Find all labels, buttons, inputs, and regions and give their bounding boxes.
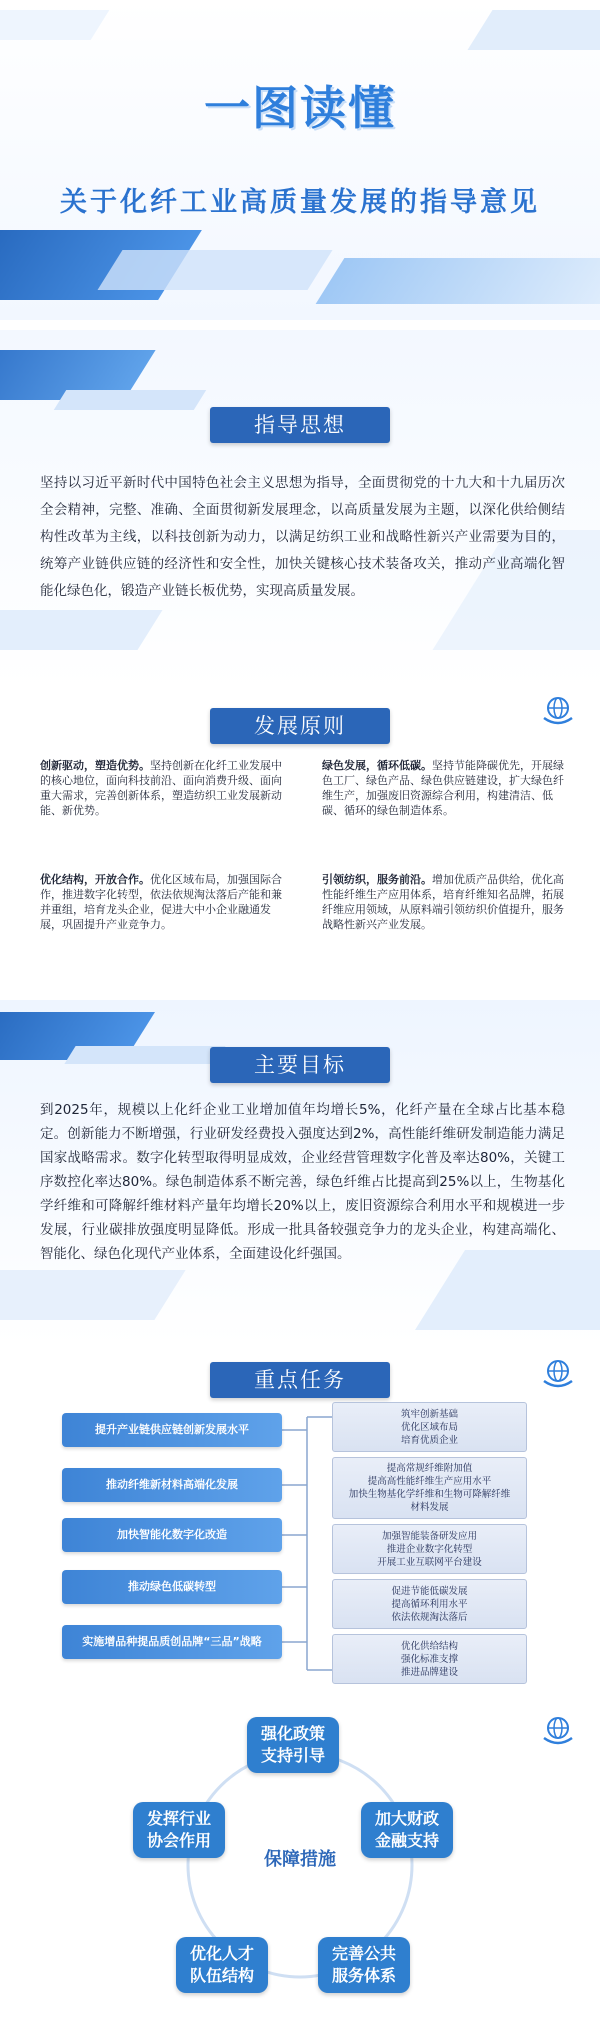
principle-title: 优化结构，开放合作。 [40,873,150,886]
measure-public-service [318,1937,410,1993]
decor-stripe [54,390,206,410]
decor-stripe [98,250,333,290]
measure-line: 发挥行业 [146,1809,211,1828]
decor-stripe [468,10,600,50]
goals-heading: 主要目标 [210,1047,390,1083]
goals-text: 到2025年，规模以上化纤企业工业增加值年均增长5%，化纤产量在全球占比基本稳定。创新能力不断增强，行业研发经费投入强度达到2%，高性能纤维研发制造能力满足国家战略需求。数字化转型取得明显成效，企业经营管理数字化普及率达80%，关键工序数控化率达80%。绿色制造体系不断完善，绿色纤维占比提高到25%以上，生物基化学纤维和可降解纤维材料产量年均增长20%以上，废旧资源综合利用水平和规模进一步发展，行业碳排放强度明显降低。形成一批具备较强竞争力的龙头企业，构建高端化、智能化、绿色化现代产业体系，全面建设化纤强国。 [40,1102,565,1262]
task-item-new-materials: 推动纤维新材料高端化发展 [62,1468,282,1502]
decor-stripe [64,1046,225,1064]
main-title: 一图读懂 [204,81,396,135]
task-detail-line: 推进企业数字化转型 [386,1543,473,1555]
measure-line: 完善公共 [331,1944,396,1963]
measure-talent [176,1937,268,1993]
measure-policy [247,1717,339,1773]
decor-stripe [0,10,109,40]
decor-stripe [0,1270,186,1320]
measure-finance [361,1802,453,1858]
task-item-green: 推动绿色低碳转型 [62,1570,282,1604]
principle-innovation [40,758,285,818]
header-banner [0,0,600,320]
task-detail-box [332,1524,527,1574]
principle-text: 优化区域布局，加强国际合作，推进数字化转型，依法依规淘汰落后产能和兼并重组，培育龙头企业，促进大中小企业融通发展，巩固提升产业竞争力。 [40,873,282,931]
measures-center-label: 保障措施 [248,1845,352,1875]
task-detail-line: 筑牢创新基础 [400,1408,458,1420]
task-detail-line: 开展工业互联网平台建设 [377,1556,482,1568]
guiding-text: 坚持以习近平新时代中国特色社会主义思想为指导，全面贯彻党的十九大和十九届历次全会精神，完整、准确、全面贯彻新发展理念，以高质量发展为主题，以深化供给侧结构性改革为主线，以科技创新为动力，以满足纺织工业和战略性新兴产业需要为目的，统筹产业链供应链的经济性和安全性，加快关键核心技术装备攻关，推动产业高端化智能化绿色化，锻造产业链长板优势，实现高质量发展。 [40,475,565,599]
measure-line: 强化政策 [260,1724,325,1743]
tasks-heading: 重点任务 [210,1362,390,1398]
measure-association [133,1802,225,1858]
task-item-digital: 加快智能化数字化改造 [62,1518,282,1552]
task-detail-line: 培育优质企业 [400,1434,458,1446]
measure-line: 优化人才 [189,1944,254,1963]
measure-line: 服务体系 [331,1966,396,1985]
task-item-brand: 实施增品种提品质创品牌“三品”战略 [62,1625,282,1659]
globe-icon [540,692,576,728]
principle-title: 引领纺织，服务前沿。 [322,873,432,886]
measure-line: 金融支持 [374,1831,439,1850]
principle-text: 增加优质产品供给，优化高性能纤维生产应用体系，培育纤维知名品牌，拓展纤维应用领域，从原料端引领纺织价值提升，服务战略性新兴产业发展。 [322,873,564,931]
task-detail-line: 加强智能装备研发应用 [381,1530,477,1542]
task-detail-line: 提高常规纤维附加值 [386,1463,473,1474]
guiding-heading: 指导思想 [210,407,390,443]
measure-line: 支持引导 [260,1746,325,1765]
task-detail-box [332,1579,527,1629]
task-detail-line: 提高循环利用水平 [391,1598,468,1610]
principle-text: 坚持节能降碳优先，开展绿色工厂、绿色产品、绿色供应链建设，扩大绿色纤维生产，加强废旧资源综合利用，构建清洁、低碳、循环的绿色制造体系。 [322,759,564,817]
task-detail-line: 促进节能低碳发展 [391,1585,468,1597]
task-detail-line: 加快生物基化学纤维和生物可降解纤维 [348,1489,511,1500]
principle-leading [322,872,567,932]
task-detail-line: 依法依规淘汰落后 [391,1611,468,1623]
principle-structure [40,872,285,932]
task-detail-line: 优化区域布局 [400,1421,458,1433]
task-item-supply-chain: 提升产业链供应链创新发展水平 [62,1413,282,1447]
task-detail-line: 强化标准支撑 [400,1653,458,1665]
task-detail-line: 材料发展 [410,1502,449,1513]
principles-heading: 发展原则 [210,708,390,744]
principle-title: 创新驱动，塑造优势。 [40,759,150,772]
measure-line: 队伍结构 [189,1966,254,1985]
decor-stripe [316,258,600,304]
task-detail-line: 优化供给结构 [400,1640,458,1652]
task-detail-box [332,1457,527,1519]
principle-title: 绿色发展，循环低碳。 [322,759,432,772]
subtitle: 关于化纤工业高质量发展的指导意见 [60,187,540,218]
task-detail-line: 提高高性能纤维生产应用水平 [367,1476,492,1487]
measure-line: 加大财政 [374,1809,439,1828]
globe-icon [540,1355,576,1391]
task-detail-line: 推进品牌建设 [400,1666,458,1678]
globe-icon [540,1712,576,1748]
principle-green [322,758,567,818]
task-detail-box [332,1634,527,1684]
principle-text: 坚持创新在化纤工业发展中的核心地位，面向科技前沿、面向消费升级、面向重大需求，完善创新体系，塑造纺织工业发展新动能、新优势。 [40,759,282,817]
measure-line: 协会作用 [146,1831,211,1850]
tasks-connector [282,1405,334,1695]
decor-stripe [0,610,162,650]
task-detail-box [332,1402,527,1452]
